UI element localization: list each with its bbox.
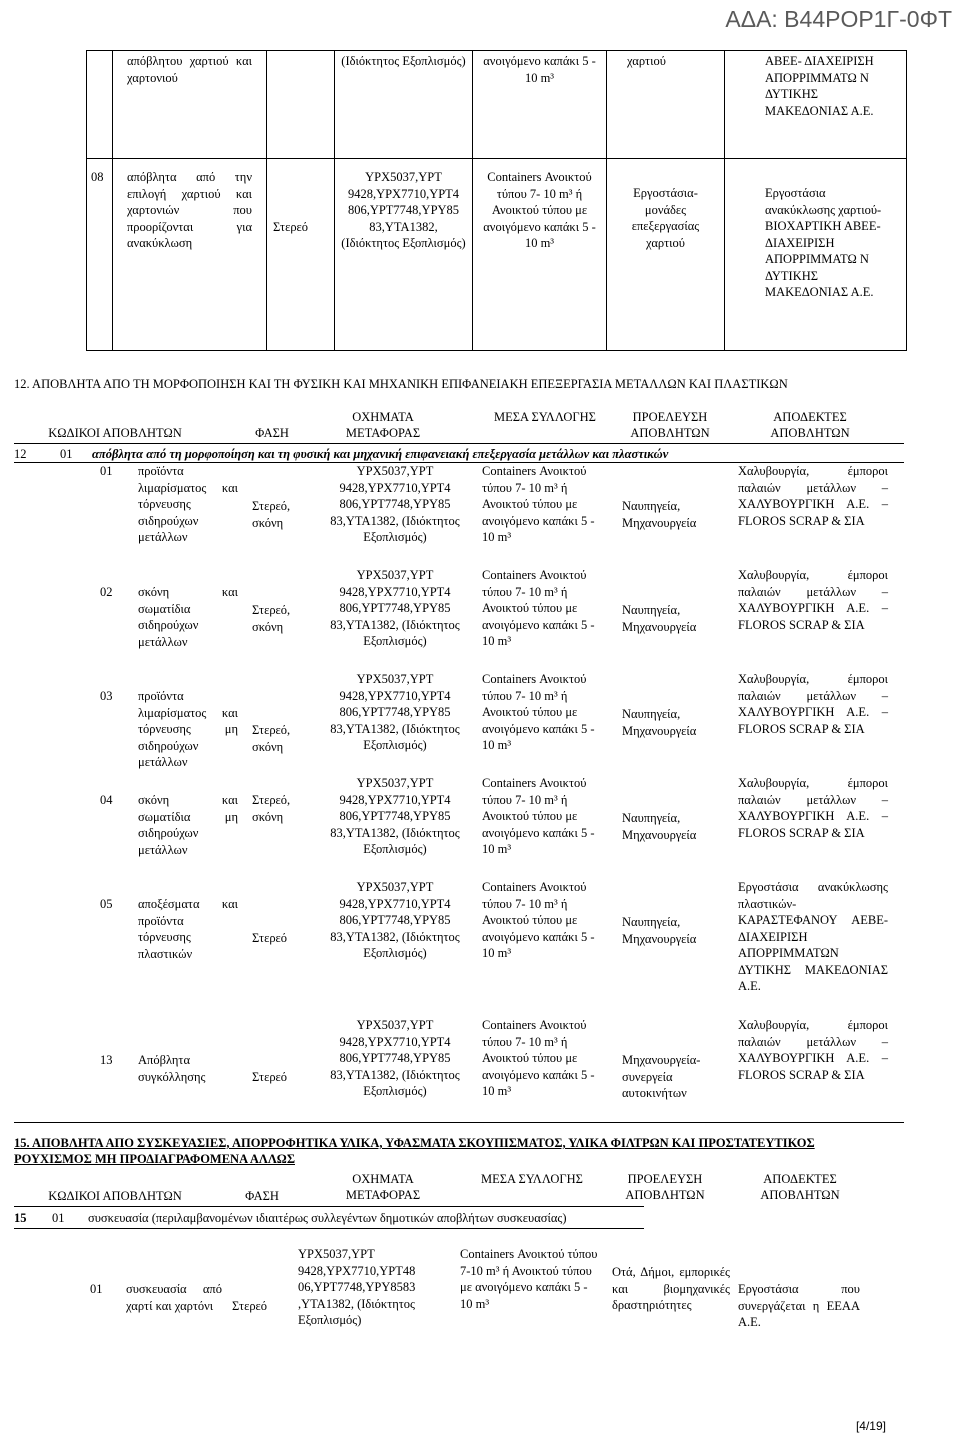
row-recipients: Χαλυβουργία, έμποροι παλαιών μετάλλων – ΧΑΛΥΒΟΥΡΓΙΚΗ Α.Ε. – FLOROS SCRAP & ΣΙΑ: [738, 776, 888, 840]
row-collection: Containers Ανοικτού τύπου 7- 10 m³ ή Ανοικτού τύπου με ανοιγόμενο καπάκι 5 - 10 m³: [482, 672, 595, 752]
row-transport: ΥΡΧ5037,ΥΡΤ 9428,ΥΡΧ7710,ΥΡΤ48 06,ΥΡΤ7748,ΥΡΥ8583 ,ΥΤΑ1382, (Ιδιόκτητος Εξοπλισμός): [298, 1247, 416, 1327]
recipients-cell: Εργοστάσια ανακύκλωσης χαρτιού- ΒΙΟΧΑΡΤΙΚΗ ΑΒΕΕ- ΔΙΑΧΕΙΡΙΣΗ ΑΠΟΡΡΙΜΜΑΤΩ Ν ΔΥΤΙΚΗΣ ΜΑΚΕΔΟΝΙΑΣ Α.Ε.: [725, 159, 907, 351]
row-transport: ΥΡΧ5037,ΥΡΤ 9428,ΥΡΧ7710,ΥΡΤ4 806,ΥΡΤ7748,ΥΡΥ85 83,ΥΤΑ1382, (Ιδιόκτητος Εξοπλισμός): [330, 880, 460, 960]
col-header-recipients: ΑΠΟΔΕΚΤΕΣ ΑΠΟΒΛΗΤΩΝ: [760, 1172, 840, 1203]
transport-cell: ΥΡΧ5037,ΥΡΤ 9428,ΥΡΧ7710,ΥΡΤ4 806,ΥΡΤ7748,ΥΡΥ85 83,ΥΤΑ1382, (Ιδιόκτητος Εξοπλισμός): [335, 159, 473, 351]
col-header-phase: ΦΑΣΗ: [255, 426, 289, 440]
sub-title: απόβλητα από τη μορφοποίηση και τη φυσική και μηχανική επιφανειακή επεξεργασία μετάλλων και πλαστικών: [92, 447, 669, 461]
row-collection: Containers Ανοικτού τύπου 7- 10 m³ ή Ανοικτού τύπου με ανοιγόμενο καπάκι 5 - 10 m³: [482, 568, 595, 648]
phase-cell: [267, 51, 335, 159]
col-header-collection: ΜΕΣΑ ΣΥΛΛΟΓΗΣ: [481, 1172, 583, 1186]
row-phase: Στερεό, σκόνη: [252, 499, 291, 530]
collection-cell: Containers Ανοικτού τύπου 7- 10 m³ ή Ανοικτού τύπου με ανοιγόμενο καπάκι 5 - 10 m³: [473, 159, 607, 351]
col-header-collection: ΜΕΣΑ ΣΥΛΛΟΓΗΣ: [494, 410, 596, 424]
row-collection: Containers Ανοικτού τύπου 7- 10 m³ ή Ανοικτού τύπου με ανοιγόμενο καπάκι 5 - 10 m³: [482, 880, 595, 960]
row-source: Ναυπηγεία, Μηχανουργεία: [622, 707, 697, 738]
row-collection: Containers Ανοικτού τύπου 7- 10 m³ ή Ανοικτού τύπου με ανοιγόμενο καπάκι 5 - 10 m³: [482, 464, 595, 544]
row-desc: σκόνη και σωματίδια μη σιδηρούχων μετάλλων: [138, 793, 238, 857]
desc-cell: απόβλητου χαρτιού και χαρτονιού: [113, 51, 267, 159]
row-transport: ΥΡΧ5037,ΥΡΤ 9428,ΥΡΧ7710,ΥΡΤ4 806,ΥΡΤ7748,ΥΡΥ85 83,ΥΤΑ1382, (Ιδιόκτητος Εξοπλισμός): [330, 672, 460, 752]
col-header-codes: ΚΩΔΙΚΟΙ ΑΠΟΒΛΗΤΩΝ: [48, 426, 182, 440]
row-phase: Στερεό, σκόνη: [252, 793, 291, 824]
row-recipients: Εργοστάσια που συνεργάζεται η ΕΕΑΑ Α.Ε.: [738, 1282, 860, 1329]
row-phase: Στερεό, σκόνη: [252, 603, 291, 634]
desc-cell: απόβλητα από την επιλογή χαρτιού και χαρτονιών που προορίζονται για ανακύκλωση: [113, 159, 267, 351]
row-source: Ναυπηγεία, Μηχανουργεία: [622, 915, 697, 946]
row-code: 01: [100, 464, 113, 478]
row-source: Ναυπηγεία, Μηχανουργεία: [622, 811, 697, 842]
transport-cell: (Ιδιόκτητος Εξοπλισμός): [335, 51, 473, 159]
row-phase: Στερεό: [252, 1070, 288, 1084]
row-phase: Στερεό, σκόνη: [252, 723, 291, 754]
row-desc: προϊόντα λιμαρίσματος και τόρνευσης σιδηρούχων μετάλλων: [138, 464, 238, 544]
group-code: 15: [14, 1211, 27, 1225]
row-code: 13: [100, 1053, 113, 1067]
row-desc: αποξέσματα και προϊόντα τόρνευσης πλαστικών: [138, 897, 238, 961]
row-phase: Στερεό: [252, 931, 288, 945]
page-number: [4/19]: [855, 1419, 886, 1434]
group-code: 12: [14, 447, 27, 461]
sub-code: 01: [52, 1211, 65, 1225]
col-header-recipients: ΑΠΟΔΕΚΤΕΣ ΑΠΟΒΛΗΤΩΝ: [770, 410, 850, 441]
row-desc: προϊόντα λιμαρίσματος και τόρνευσης μη σιδηρούχων μετάλλων: [138, 689, 238, 769]
col-header-codes: ΚΩΔΙΚΟΙ ΑΠΟΒΛΗΤΩΝ: [48, 1189, 182, 1203]
row-recipients: Εργοστάσια ανακύκλωσης πλαστικών- ΚΑΡΑΣΤΕΦΑΝΟΥ ΑΕΒΕ-ΔΙΑΧΕΙΡΙΣΗ ΑΠΟΡΡΙΜΜΑΤΩΝ ΔΥΤΙΚΗΣ ΜΑΚΕΔΟΝΙΑΣ Α.Ε.: [738, 880, 888, 993]
row-recipients: Χαλυβουργία, έμποροι παλαιών μετάλλων – ΧΑΛΥΒΟΥΡΓΙΚΗ Α.Ε. – FLOROS SCRAP & ΣΙΑ: [738, 672, 888, 736]
row-code: 02: [100, 585, 113, 599]
header-underline: [14, 443, 904, 444]
row-code: 04: [100, 793, 113, 807]
source-cell: Εργοστάσια- μονάδες επεξεργασίας χαρτιού: [607, 159, 725, 351]
row-collection: Containers Ανοικτού τύπου 7- 10 m³ ή Ανοικτού τύπου με ανοιγόμενο καπάκι 5 - 10 m³: [482, 1018, 595, 1098]
recipients-cell: ΑΒΕΕ- ΔΙΑΧΕΙΡΙΣΗ ΑΠΟΡΡΙΜΜΑΤΩ Ν ΔΥΤΙΚΗΣ ΜΑΚΕΔΟΝΙΑΣ Α.Ε.: [725, 51, 907, 159]
section-12-bottom-line: [14, 1122, 904, 1123]
sub-title: συσκευασία (περιλαμβανομένων ιδιαιτέρως συλλεγέντων δημοτικών αποβλήτων συσκευασίας): [88, 1211, 567, 1225]
row-code: 03: [100, 689, 113, 703]
row-desc: συσκευασία από χαρτί και χαρτόνι: [126, 1282, 222, 1313]
col-header-phase: ΦΑΣΗ: [245, 1189, 279, 1203]
table-row: [87, 51, 907, 159]
row-transport: ΥΡΧ5037,ΥΡΤ 9428,ΥΡΧ7710,ΥΡΤ4 806,ΥΡΤ7748,ΥΡΥ85 83,ΥΤΑ1382, (Ιδιόκτητος Εξοπλισμός): [330, 464, 460, 544]
header-underline: [14, 1206, 644, 1207]
paper-waste-table: [86, 50, 907, 351]
row-source: Μηχανουργεία- συνεργεία αυτοκινήτων: [622, 1053, 701, 1100]
row-source: Οτά, Δήμοι, εμπορικές και βιομηχανικές δραστηριότητες: [612, 1265, 730, 1312]
col-header-source: ΠΡΟΕΛΕΥΣΗ ΑΠΟΒΛΗΤΩΝ: [625, 1172, 705, 1203]
row-desc: σκόνη και σωματίδια σιδηρούχων μετάλλων: [138, 585, 238, 649]
row-transport: ΥΡΧ5037,ΥΡΤ 9428,ΥΡΧ7710,ΥΡΤ4 806,ΥΡΤ7748,ΥΡΥ85 83,ΥΤΑ1382, (Ιδιόκτητος Εξοπλισμός): [330, 776, 460, 856]
subtitle-underline: [14, 1228, 644, 1229]
row-collection: Containers Ανοικτού τύπου 7- 10 m³ ή Ανοικτού τύπου με ανοιγόμενο καπάκι 5 - 10 m³: [482, 776, 595, 856]
code-cell: 08: [87, 159, 113, 351]
row-source: Ναυπηγεία, Μηχανουργεία: [622, 603, 697, 634]
sub-code: 01: [60, 447, 73, 461]
row-code: 01: [90, 1282, 103, 1296]
row-transport: ΥΡΧ5037,ΥΡΤ 9428,ΥΡΧ7710,ΥΡΤ4 806,ΥΡΤ7748,ΥΡΥ85 83,ΥΤΑ1382, (Ιδιόκτητος Εξοπλισμός): [330, 1018, 460, 1098]
row-code: 05: [100, 897, 113, 911]
row-recipients: Χαλυβουργία, έμποροι παλαιών μετάλλων – ΧΑΛΥΒΟΥΡΓΙΚΗ Α.Ε. – FLOROS SCRAP & ΣΙΑ: [738, 1018, 888, 1082]
col-header-source: ΠΡΟΕΛΕΥΣΗ ΑΠΟΒΛΗΤΩΝ: [630, 410, 710, 441]
row-collection: Containers Ανοικτού τύπου 7-10 m³ ή Ανοικτού τύπου με ανοιγόμενο καπάκι 5 - 10 m³: [460, 1247, 598, 1311]
row-desc: Απόβλητα συγκόλλησης: [138, 1053, 206, 1084]
row-transport: ΥΡΧ5037,ΥΡΤ 9428,ΥΡΧ7710,ΥΡΤ4 806,ΥΡΤ7748,ΥΡΥ85 83,ΥΤΑ1382, (Ιδιόκτητος Εξοπλισμός): [330, 568, 460, 648]
col-header-transport: ΟΧΗΜΑΤΑ ΜΕΤΑΦΟΡΑΣ: [345, 410, 421, 441]
section-12-title: 12. ΑΠΟΒΛΗΤΑ ΑΠΟ ΤΗ ΜΟΡΦΟΠΟΙΗΣΗ ΚΑΙ ΤΗ ΦΥΣΙΚΗ ΚΑΙ ΜΗΧΑΝΙΚΗ ΕΠΙΦΑΝΕΙΑΚΗ ΕΠΕΞΕΡΓΑΣΙΑ ΜΕΤΑΛΛΩΝ ΚΑΙ ΠΛΑΣΤΙΚΩΝ: [14, 377, 788, 391]
document-code: ΑΔΑ: Β44ΡΟΡ1Γ-0ΦΤ: [725, 6, 952, 32]
section-15-title: 15. ΑΠΟΒΛΗΤΑ ΑΠΟ ΣΥΣΚΕΥΑΣΙΕΣ, ΑΠΟΡΡΟΦΗΤΙΚΑ ΥΛΙΚΑ, ΥΦΑΣΜΑΤΑ ΣΚΟΥΠΙΣΜΑΤΟΣ, ΥΛΙΚΑ ΦΙΛΤΡΩΝ ΚΑΙ ΠΡΟΣΤΑΤΕΥΤΙΚΟΣ ΡΟΥΧΙΣΜΟΣ ΜΗ ΠΡΟΔΙΑΓΡΑΦΟΜΕΝΑ ΑΛΛΩΣ: [14, 1136, 815, 1167]
col-header-transport: ΟΧΗΜΑΤΑ ΜΕΤΑΦΟΡΑΣ: [345, 1172, 421, 1203]
phase-cell: Στερεό: [267, 159, 335, 351]
row-recipients: Χαλυβουργία, έμποροι παλαιών μετάλλων – ΧΑΛΥΒΟΥΡΓΙΚΗ Α.Ε. – FLOROS SCRAP & ΣΙΑ: [738, 464, 888, 528]
collection-cell: ανοιγόμενο καπάκι 5 - 10 m³: [473, 51, 607, 159]
table-row: [87, 159, 907, 351]
row-phase: Στερεό: [232, 1299, 268, 1313]
row-recipients: Χαλυβουργία, έμποροι παλαιών μετάλλων – ΧΑΛΥΒΟΥΡΓΙΚΗ Α.Ε. – FLOROS SCRAP & ΣΙΑ: [738, 568, 888, 632]
code-cell: [87, 51, 113, 159]
row-source: Ναυπηγεία, Μηχανουργεία: [622, 499, 697, 530]
source-cell: χαρτιού: [607, 51, 725, 159]
